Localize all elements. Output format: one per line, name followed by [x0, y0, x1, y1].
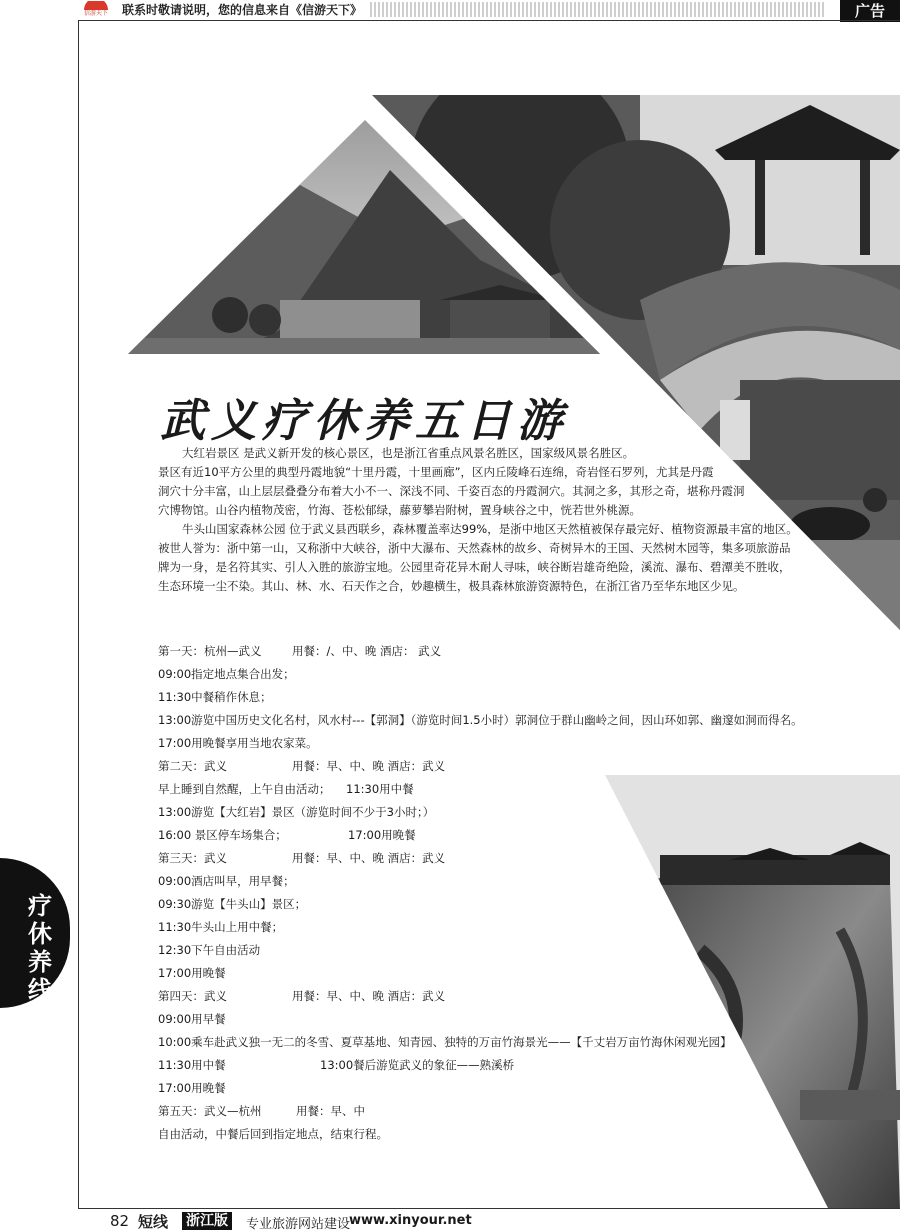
itinerary-row [158, 985, 818, 1008]
page-number: 82 [110, 1212, 130, 1230]
itinerary-row [158, 686, 818, 709]
itinerary-row [158, 755, 818, 778]
itinerary-row [158, 1100, 818, 1123]
itinerary-text: 17:00用晚餐 [158, 966, 226, 980]
itinerary-text: 第三天：武义 [158, 851, 227, 865]
intro-line: 大红岩景区 是武义新开发的核心景区，也是浙江省重点风景名胜区，国家级风景名胜区。 [182, 446, 635, 460]
itinerary-row [158, 824, 818, 847]
itinerary-text: 11:30牛头山上用中餐； [158, 920, 284, 934]
line-label: 短线 [138, 1213, 169, 1231]
itinerary-row [158, 916, 818, 939]
itinerary-meals: 用餐：早、中、晚 酒店：武义 [292, 851, 446, 865]
itinerary-text: 第五天：武义—杭州 [158, 1104, 262, 1118]
itinerary [158, 640, 818, 1146]
page-title: 武义疗休养五日游 [160, 394, 569, 447]
intro-line: 洞穴十分丰富，山上层层叠叠分布着大小不一、深浅不同、千姿百态的丹霞洞穴。其洞之多，其形之奇，堪称丹霞洞 [158, 484, 745, 498]
intro-text [158, 444, 798, 596]
intro-line: 牛头山国家森林公园 位于武义县西联乡，森林覆盖率达99%，是浙中地区天然植被保存最完好、植物资源最丰富的地区。 [182, 522, 798, 536]
itinerary-text: 16:00 景区停车场集合； [158, 828, 287, 842]
header-notice: 联系时敬请说明，您的信息来自《信游天下》 [122, 3, 363, 17]
footer-url: www.xinyour.net [349, 1213, 472, 1228]
itinerary-row [158, 663, 818, 686]
itinerary-row [158, 847, 818, 870]
ad-label: 广告 [840, 0, 900, 22]
itinerary-row [158, 893, 818, 916]
intro-line: 景区有近10平方公里的典型丹霞地貌“十里丹霞，十里画廊”，区内丘陵峰石连绵，奇岩怪石罗列，尤其是丹霞 [158, 465, 714, 479]
itinerary-row [158, 1008, 818, 1031]
itinerary-text: 09:30游览【牛头山】景区； [158, 897, 307, 911]
itinerary-row [158, 1031, 818, 1054]
intro-line: 被世人誉为：浙中第一山，又称浙中大峡谷，浙中大瀑布、天然森林的故乡、奇树异木的王国、天然树木园等，集多项旅游品 [158, 541, 791, 555]
itinerary-row [158, 801, 818, 824]
itinerary-text: 12:30下午自由活动 [158, 943, 261, 957]
itinerary-meals: 17:00用晚餐 [348, 828, 416, 842]
itinerary-meals: 用餐：早、中、晚 酒店：武义 [292, 989, 446, 1003]
edition-badge: 浙江版 [182, 1212, 232, 1230]
itinerary-text: 第四天：武义 [158, 989, 227, 1003]
itinerary-text: 09:00酒店叫早，用早餐； [158, 874, 295, 888]
itinerary-text: 09:00指定地点集合出发； [158, 667, 295, 681]
itinerary-row [158, 1054, 818, 1077]
side-tab-char: 休 [28, 920, 52, 948]
intro-line: 穴博物馆。山谷内植物茂密，竹海、苍松郁绿，藤萝攀岩附树，置身峡谷之中，恍若世外桃源。 [158, 503, 641, 517]
itinerary-text: 11:30用中餐 [158, 1058, 226, 1072]
itinerary-text: 17:00用晚餐享用当地农家菜。 [158, 736, 318, 750]
page-footer [0, 1212, 900, 1230]
side-tab-char: 线 [28, 976, 52, 1004]
itinerary-text: 17:00用晚餐 [158, 1081, 226, 1095]
intro-line: 牌为一身，是名符其实、引人入胜的旅游宝地。公园里奇花异木耐人寻味，峡谷断岩雄奇绝险，溪流、瀑布、碧潭美不胜收， [158, 560, 791, 574]
itinerary-row [158, 709, 818, 732]
itinerary-text: 11:30中餐稍作休息； [158, 690, 272, 704]
itinerary-text: 第一天：杭州—武义 [158, 644, 262, 658]
itinerary-row [158, 939, 818, 962]
itinerary-meals: 用餐：早、中、晚 酒店：武义 [292, 759, 446, 773]
itinerary-text: 13:00游览【大红岩】景区（游览时间不少于3小时；） [158, 805, 435, 819]
itinerary-row [158, 870, 818, 893]
side-tab-char: 养 [28, 948, 52, 976]
itinerary-meals: 13:00餐后游览武义的象征——熟溪桥 [320, 1058, 515, 1072]
itinerary-meals: 用餐：/、中、晚 酒店： 武义 [292, 644, 442, 658]
logo-text: 信游天下 [83, 10, 108, 17]
itinerary-row [158, 778, 818, 801]
itinerary-row [158, 962, 818, 985]
itinerary-row [158, 1123, 818, 1146]
itinerary-text: 09:00用早餐 [158, 1012, 226, 1026]
itinerary-row [158, 640, 818, 663]
footer-slogan: 专业旅游网站建设 [246, 1217, 351, 1232]
itinerary-row [158, 1077, 818, 1100]
itinerary-meals: 用餐：早、中 [296, 1104, 365, 1118]
itinerary-text: 10:00乘车赴武义独一无二的冬雪、夏草基地、知青园、独特的万亩竹海景光——【千丈岩万亩竹海休闲观光园】 [158, 1035, 732, 1049]
intro-line: 生态环境一尘不染。其山、林、水、石天作之合，妙趣横生，极具森林旅游资源特色，在浙江省乃至华东地区少见。 [158, 579, 745, 593]
itinerary-row [158, 732, 818, 755]
itinerary-text: 早上睡到自然醒，上午自由活动； [158, 782, 331, 796]
itinerary-text: 第二天：武义 [158, 759, 227, 773]
itinerary-text: 13:00游览中国历史文化名村，风水村---【郭洞】（游览时间1.5小时）郭洞位于群山幽岭之间，因山环如郭、幽邃如洞而得名。 [158, 713, 803, 727]
itinerary-meals: 11:30用中餐 [346, 782, 414, 796]
side-tab-char: 疗 [28, 892, 52, 920]
itinerary-text: 自由活动，中餐后回到指定地点，结束行程。 [158, 1127, 388, 1141]
